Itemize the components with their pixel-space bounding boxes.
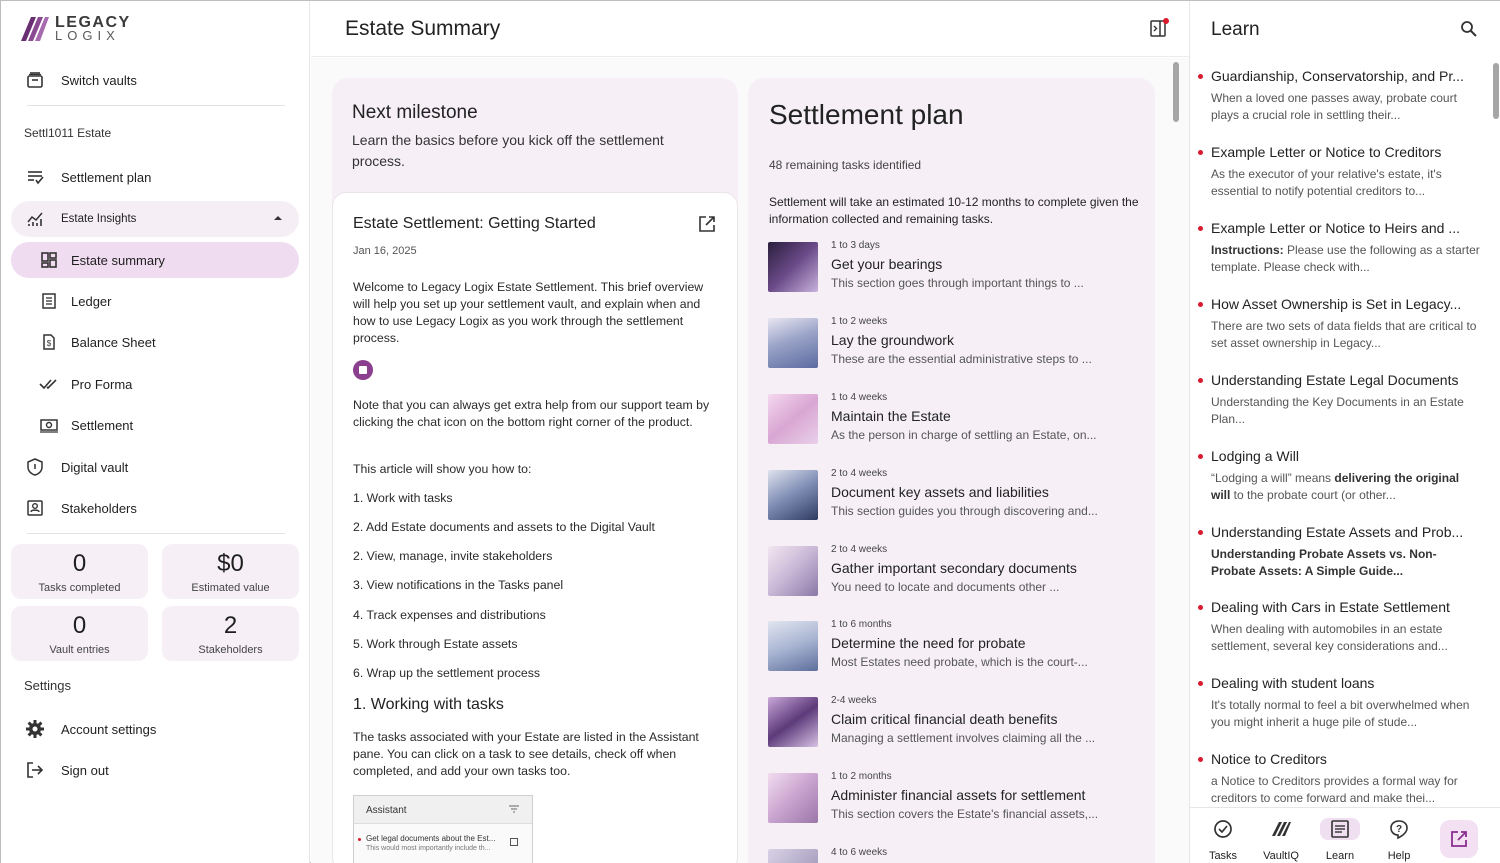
estate-name: Settl1011 Estate — [24, 126, 112, 140]
task-thumbnail — [768, 546, 818, 596]
task-thumbnail — [768, 621, 818, 671]
task-title: Administer financial assets for settlement — [831, 787, 1086, 803]
learn-article-desc: a Notice to Creditors provides a formal way for creditors to come forward and make thei... — [1211, 774, 1458, 805]
article-icon — [1320, 818, 1360, 840]
scrollbar[interactable] — [1173, 62, 1179, 122]
unread-dot — [1198, 757, 1203, 762]
list-item: 1. Work with tasks — [353, 491, 453, 505]
divider — [27, 105, 285, 106]
article-heading: 1. Working with tasks — [353, 696, 504, 713]
stat-caption: Vault entries — [49, 644, 110, 656]
assistant-preview-image — [353, 795, 533, 863]
brand-logo[interactable] — [19, 15, 131, 43]
sidebar-item-label: Settlement plan — [61, 169, 152, 185]
unread-dot — [1198, 681, 1203, 686]
nav-label: Learn — [1325, 850, 1355, 862]
bottom-nav — [1190, 807, 1500, 863]
nav-label: Help — [1387, 850, 1411, 862]
unread-dot — [1198, 378, 1203, 383]
desc-text: to the probate court (or other... — [1230, 488, 1396, 502]
stat-value: 2 — [223, 612, 238, 639]
learn-article-desc: It's totally normal to feel a bit overwhelmed when you might inherit a huge pile of stude... — [1211, 698, 1470, 729]
open-external-icon[interactable] — [698, 215, 716, 233]
preview-item-desc: This would most importantly include th... — [366, 845, 491, 852]
list-item: 2. View, manage, invite stakeholders — [353, 549, 553, 563]
task-title: Lay the groundwork — [831, 332, 954, 348]
learn-article-title: Lodging a Will — [1211, 448, 1299, 464]
task-title: Document key assets and liabilities — [831, 484, 1049, 500]
task-duration: 1 to 3 days — [831, 240, 880, 251]
stop-icon[interactable] — [353, 360, 373, 380]
gear-icon — [25, 719, 45, 739]
sidebar-item-label: Ledger — [71, 293, 112, 309]
sidebar-item-label: Estate Insights — [61, 213, 137, 225]
learn-article-title: Understanding Estate Legal Documents — [1211, 372, 1459, 388]
milestone-desc: Learn the basics before you kick off the settlement process. — [352, 132, 664, 169]
sidebar-item-pro-forma[interactable] — [11, 366, 299, 402]
learn-article-title: Example Letter or Notice to Creditors — [1211, 144, 1442, 160]
plan-task[interactable] — [768, 236, 1138, 296]
sidebar-item-label: Settlement — [71, 417, 134, 433]
page-title: Estate Summary — [345, 17, 501, 40]
desc-bold: delivering the original will — [1211, 471, 1460, 502]
task-desc: Most Estates need probate, which is the court-... — [831, 655, 1088, 669]
stat-caption: Stakeholders — [198, 644, 263, 656]
sidebar-item-label: Pro Forma — [71, 376, 133, 392]
task-title: Determine the need for probate — [831, 635, 1026, 651]
article-title: Estate Settlement: Getting Started — [353, 215, 596, 232]
nav-label: VaultIQ — [1263, 850, 1299, 862]
popout-button[interactable] — [1440, 820, 1478, 858]
vaultiq-icon — [1270, 818, 1292, 840]
learn-article-title: How Asset Ownership is Set in Legacy... — [1211, 296, 1462, 312]
search-icon[interactable] — [1460, 20, 1478, 38]
desc-text: “Lodging a will” means — [1211, 471, 1335, 485]
brand-line2: LOGIX — [55, 28, 120, 43]
svg-text:?: ? — [1395, 824, 1403, 835]
logout-icon — [25, 760, 45, 780]
sidebar-item-balance-sheet[interactable] — [11, 324, 299, 360]
task-thumbnail — [768, 394, 818, 444]
stat-caption: Estimated value — [191, 582, 270, 594]
unread-dot — [1198, 302, 1203, 307]
dashboard-icon — [39, 250, 59, 270]
learn-article-title: Understanding Estate Assets and Prob... — [1211, 524, 1464, 540]
learn-article-desc — [1211, 546, 1481, 580]
task-thumbnail — [768, 318, 818, 368]
stat-value: 0 — [72, 550, 87, 577]
task-desc: Managing a settlement involves claiming all the ... — [831, 731, 1096, 745]
nav-tasks[interactable] — [1195, 818, 1251, 862]
toggle-panel-icon[interactable] — [1149, 18, 1169, 38]
divider — [27, 533, 285, 534]
sidebar-item-label: Balance Sheet — [71, 334, 156, 350]
task-duration: 1 to 2 months — [831, 771, 892, 782]
sidebar-item-estate-summary[interactable] — [11, 242, 299, 278]
task-duration: 2-4 weeks — [831, 695, 877, 706]
task-thumbnail — [768, 697, 818, 747]
learn-article-title: Dealing with student loans — [1211, 675, 1375, 691]
preview-item-title: Get legal documents about the Est... — [366, 834, 496, 843]
balance-sheet-icon — [39, 332, 59, 352]
learn-panel — [1189, 1, 1500, 863]
list-item: 4. Track expenses and distributions — [353, 608, 546, 622]
nav-help[interactable] — [1371, 818, 1427, 862]
task-title: Maintain the Estate — [831, 408, 951, 424]
task-desc: This section covers the Estate's financial assets,... — [831, 807, 1099, 821]
task-duration: 4 to 6 weeks — [831, 847, 888, 858]
plan-estimate: Settlement will take an estimated 10-12 months to complete given the information collected and remaining tasks. — [769, 195, 1139, 226]
nav-learn[interactable] — [1312, 818, 1368, 862]
sidebar-item-settlement[interactable] — [11, 407, 299, 443]
article-date: Jan 16, 2025 — [353, 245, 417, 257]
help-icon — [1388, 818, 1410, 840]
plan-task[interactable] — [768, 312, 1138, 372]
unread-dot — [1198, 150, 1203, 155]
unread-dot — [1198, 605, 1203, 610]
learn-article-title: Notice to Creditors — [1211, 751, 1327, 767]
list-item: 6. Wrap up the settlement process — [353, 666, 541, 680]
task-title: Get your bearings — [831, 256, 943, 272]
double-check-icon — [39, 374, 59, 394]
settings-heading: Settings — [24, 678, 71, 693]
nav-label: Tasks — [1208, 850, 1238, 862]
settlement-icon — [39, 415, 59, 435]
check-circle-icon — [1212, 818, 1234, 840]
task-desc: As the person in charge of settling an Estate, on... — [831, 428, 1097, 442]
main-header — [311, 1, 1189, 57]
filter-icon — [509, 805, 519, 813]
sign-out-label: Sign out — [61, 762, 109, 778]
stat-value: $0 — [217, 550, 244, 577]
plan-title: Settlement plan — [769, 99, 964, 130]
stat-stakeholders — [162, 606, 299, 661]
task-duration: 1 to 2 weeks — [831, 316, 888, 327]
desc-text: Please use the following as a starter template. Please check with... — [1211, 243, 1480, 274]
unread-dot — [1198, 454, 1203, 459]
stat-value: 0 — [72, 612, 87, 639]
vault-icon — [25, 70, 45, 90]
sidebar-item-label: Stakeholders — [61, 500, 137, 516]
task-thumbnail — [768, 242, 818, 292]
sidebar-item-label: Digital vault — [61, 459, 129, 475]
article-paragraph: Welcome to Legacy Logix Estate Settlement. This brief overview will help you set up your settlement vault, and explain when and how to use Legacy Logix as you work through the settlement process. — [353, 280, 704, 345]
account-settings-label: Account settings — [61, 721, 157, 737]
open-external-icon — [1450, 830, 1468, 848]
desc-bold: Understanding Probate Assets vs. Non-Probate Assets: A Simple Guide... — [1211, 547, 1437, 578]
stat-estimated-value — [162, 544, 299, 599]
sidebar — [1, 1, 310, 863]
milestone-title: Next milestone — [352, 102, 478, 123]
sidebar-item-ledger[interactable] — [11, 283, 299, 319]
learn-article-desc: As the executor of your relative's estate, it's essential to notify potential creditors to... — [1211, 167, 1442, 198]
learn-article-desc: When a loved one passes away, probate court plays a crucial role in settling their... — [1211, 91, 1457, 122]
sidebar-item-stakeholders[interactable] — [11, 490, 299, 526]
article-paragraph: Note that you can always get extra help from our support team by clicking the chat icon on the bottom right corner of the product. — [353, 398, 710, 429]
learn-article-title: Example Letter or Notice to Heirs and ... — [1211, 220, 1460, 236]
article-paragraph: This article will show you how to: — [353, 462, 532, 476]
learn-title: Learn — [1211, 19, 1260, 40]
unread-dot — [1198, 74, 1203, 79]
svg-text:$: $ — [46, 339, 52, 348]
task-thumbnail — [768, 773, 818, 823]
unread-dot — [1198, 226, 1203, 231]
stat-vault-entries — [11, 606, 148, 661]
plan-task[interactable] — [768, 464, 1138, 524]
task-desc: This section guides you through discovering and... — [831, 504, 1098, 518]
switch-vaults-button[interactable] — [11, 62, 299, 98]
list-item: 2. Add Estate documents and assets to the Digital Vault — [353, 520, 655, 534]
learn-article-desc: There are two sets of data fields that are critical to set asset ownership in Legacy... — [1211, 319, 1477, 350]
task-thumbnail — [768, 470, 818, 520]
plan-task[interactable] — [768, 691, 1138, 751]
article-card — [332, 192, 738, 863]
brand-line1: LEGACY — [55, 14, 131, 31]
sidebar-item-settlement-plan[interactable] — [11, 159, 299, 195]
plan-task[interactable] — [768, 540, 1138, 600]
plan-task[interactable] — [768, 767, 1138, 827]
ledger-icon — [39, 291, 59, 311]
switch-vaults-label: Switch vaults — [61, 72, 137, 88]
task-title: Claim critical financial death benefits — [831, 711, 1058, 727]
stat-caption: Tasks completed — [38, 582, 121, 594]
checkbox-icon — [510, 838, 518, 846]
task-duration: 2 to 4 weeks — [831, 544, 888, 555]
unread-dot — [358, 838, 361, 841]
sidebar-item-label: Estate summary — [71, 252, 165, 268]
account-settings-button[interactable] — [11, 711, 299, 747]
list-item: 3. View notifications in the Tasks panel — [353, 578, 564, 592]
content-area — [311, 58, 1189, 863]
article-paragraph: The tasks associated with your Estate are listed in the Assistant pane. You can click on a task to see details, check off when completed, and add your own tasks too. — [353, 730, 699, 778]
insights-chart-icon — [25, 209, 45, 229]
learn-article-title: Guardianship, Conservatorship, and Pr... — [1211, 68, 1464, 84]
task-desc: You need to locate and documents other ... — [831, 580, 1060, 594]
plan-subtitle: 48 remaining tasks identified — [769, 158, 922, 172]
stat-tasks-completed — [11, 544, 148, 599]
unread-dot — [1198, 530, 1203, 535]
task-desc: These are the essential administrative steps to ... — [831, 352, 1092, 366]
list-item: 5. Work through Estate assets — [353, 637, 518, 651]
task-duration: 1 to 4 weeks — [831, 392, 888, 403]
settlement-plan-card — [748, 78, 1155, 863]
plan-task[interactable] — [768, 388, 1138, 448]
plan-task[interactable] — [768, 615, 1138, 675]
preview-header: Assistant — [366, 805, 407, 816]
contacts-icon — [25, 498, 45, 518]
task-duration: 1 to 6 months — [831, 619, 892, 630]
shield-icon — [25, 457, 45, 477]
plan-task[interactable] — [768, 843, 1138, 863]
learn-article-desc — [1211, 470, 1481, 504]
learn-article-title: Dealing with Cars in Estate Settlement — [1211, 599, 1450, 615]
legacy-logix-logo-icon — [19, 15, 49, 43]
checklist-icon — [25, 167, 45, 187]
learn-article-desc: When dealing with automobiles in an estate settlement, several key considerations and... — [1211, 622, 1448, 653]
task-duration: 2 to 4 weeks — [831, 468, 888, 479]
caret-up-icon[interactable] — [273, 215, 283, 221]
sign-out-button[interactable] — [11, 752, 299, 788]
learn-article-desc: Understanding the Key Documents in an Estate Plan... — [1211, 395, 1464, 426]
sidebar-item-estate-insights[interactable] — [11, 201, 299, 237]
learn-scrollbar[interactable] — [1493, 63, 1499, 119]
nav-vaultiq[interactable] — [1253, 818, 1309, 862]
desc-bold: Instructions: — [1211, 243, 1284, 257]
task-desc: This section goes through important things to ... — [831, 276, 1084, 290]
task-title: Gather important secondary documents — [831, 560, 1077, 576]
learn-article-desc — [1211, 242, 1481, 276]
main-panel — [311, 1, 1189, 863]
task-thumbnail — [768, 849, 818, 863]
sidebar-item-digital-vault[interactable] — [11, 449, 299, 485]
